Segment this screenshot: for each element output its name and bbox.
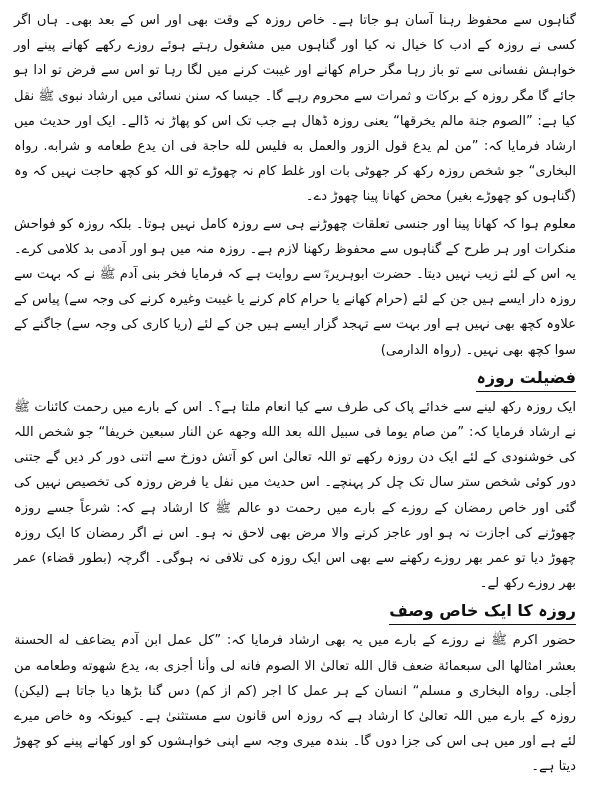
section-heading-special-quality: [14, 598, 576, 625]
paragraph-abstaining-sins: معلوم ہوا کہ کھانا پینا اور جنسی تعلقات چھوڑنے ہی سے روزہ کامل نہیں ہوتا۔ بلکہ روزہ کو فواحش منکرات اور ہر طرح کے گناہوں سے محفوظ رکھنا لازم ہے۔ روزہ منہ میں ہو اور آدمی بد کلامی کرے۔ یہ اس کے لئے زیب نہیں دیتا۔ حضرت ابوہریرہؓ سے روایت ہے کہ فرمایا فخر بنی آدم ﷺ نے کہ بہت سے روزہ دار ایسے ہیں جن کے لئے (حرام کھانے یا حرام کام کرنے یا غیبت وغیرہ کرنے کی وجہ سے) پیاس کے علاوہ کچھ بھی نہیں ہے اور بہت سے تہجد گزار ایسے ہیں جن کے لئے (ریا کاری کی وجہ سے) جاگنے کے سوا کچھ بھی نہیں۔ (رواہ الدارمی): [14, 216, 576, 358]
heading-text: فضیلت روزہ: [476, 365, 576, 392]
paragraph-reward-of-fasting: ایک روزہ رکھ لینے سے خدائے پاک کی طرف سے کیا انعام ملتا ہے؟۔ اس کے بارے میں رحمت کائنات ﷺ نے ارشاد فرمایا کہ: ”من صام یوما فی سبیل الله بعد الله وجھه عن النار سبعین خریفا“ جو شخص اللہ کی خوشنودی کے لئے ایک دن روزہ رکھے تو اللہ تعالیٰ اس کو آتش دوزخ سے اتنی دور کر دیں گے جتنی دور کوئی شخص ستر سال تک چل کر پہنچے۔ اس حدیث میں نفل یا فرض روزہ کی تخصیص نہیں کی گئی اور خاص رمضان کے روزے کے بارے میں رحمت دو عالم ﷺ کا ارشاد ہے کہ: شرعاً جسے روزہ چھوڑنے کی اجازت نہ ہو اور عاجز کرنے والا مرض بھی لاحق نہ ہو۔ اس نے اگر رمضان کا ایک روزہ چھوڑ دیا تو عمر بھر روزے رکھنے سے بھی اس ایک روزہ کی تلافی نہ ہوگی۔ اگرچہ (بطور قضاء) عمر بھر روزے رکھ لے۔: [14, 399, 576, 592]
section-heading-virtue-of-fasting: [14, 365, 576, 392]
heading-text: روزہ کا ایک خاص وصف: [389, 598, 576, 625]
paragraph-fasting-etiquette: گناہوں سے محفوظ رہنا آسان ہو جاتا ہے۔ خاص روزہ کے وقت بھی اور اس کے بعد بھی۔ ہاں اگر کسی نے روزہ کے ادب کا خیال نہ کیا اور گناہوں میں مشغول رہتے ہوئے روزے رکھے کھانے پینے اور خواہش نفسانی سے تو باز رہا مگر حرام کھانے اور غیبت کرنے میں لگا رہا تو اس سے فرض تو ادا ہو جائے گا مگر روزہ کے برکات و ثمرات سے محروم رہے گا۔ جیسا کہ سنن نسائی میں ارشاد نبوی ﷺ نقل کیا ہے: ”الصوم جنة مالم یخرقھا“ یعنی روزہ ڈھال ہے جب تک اس کو پھاڑ نہ ڈالے۔ ایک اور حدیث میں ارشاد فرمایا کہ: ”من لم یدع قول الزور والعمل به فلیس لله حاجة فی ان یدع طعامه و شرابه. رواہ البخاری“ جو شخص روزہ رکھ کر جھوٹی بات اور غلط کام نہ چھوڑے تو اللہ کو کچھ حاجت نہیں کہ وہ (گناہوں کو چھوڑے بغیر) محض کھانا پینا چھوڑ دے۔: [14, 13, 576, 205]
paragraph-special-quality: حضور اکرم ﷺ نے روزے کے بارے میں یہ بھی ارشاد فرمایا کہ: ”کل عمل ابن آدم یضاعف له الحسنة بعشر امثالھا الی سبعمائة ضعف قال الله تعالیٰ الا الصوم فانه لی وأنا أجزی به، یدع شھوته وطعامه من أجلی. رواہ البخاری و مسلم“ انسان کے ہر عمل کا اجر (کم از کم) دس گنا بڑھا دیا جاتا ہے (لیکن) روزہ کے بارے میں اللہ تعالیٰ کا ارشاد ہے کہ روزہ اس قانون سے مستثنیٰ ہے۔ کیونکہ وہ خاص میرے لئے ہے اور میں ہی اس کی جزا دوں گا۔ بندہ میری وجہ سے اپنی خواہشوں کو اور کھانے پینے کو چھوڑ دیتا ہے۔: [14, 633, 576, 775]
